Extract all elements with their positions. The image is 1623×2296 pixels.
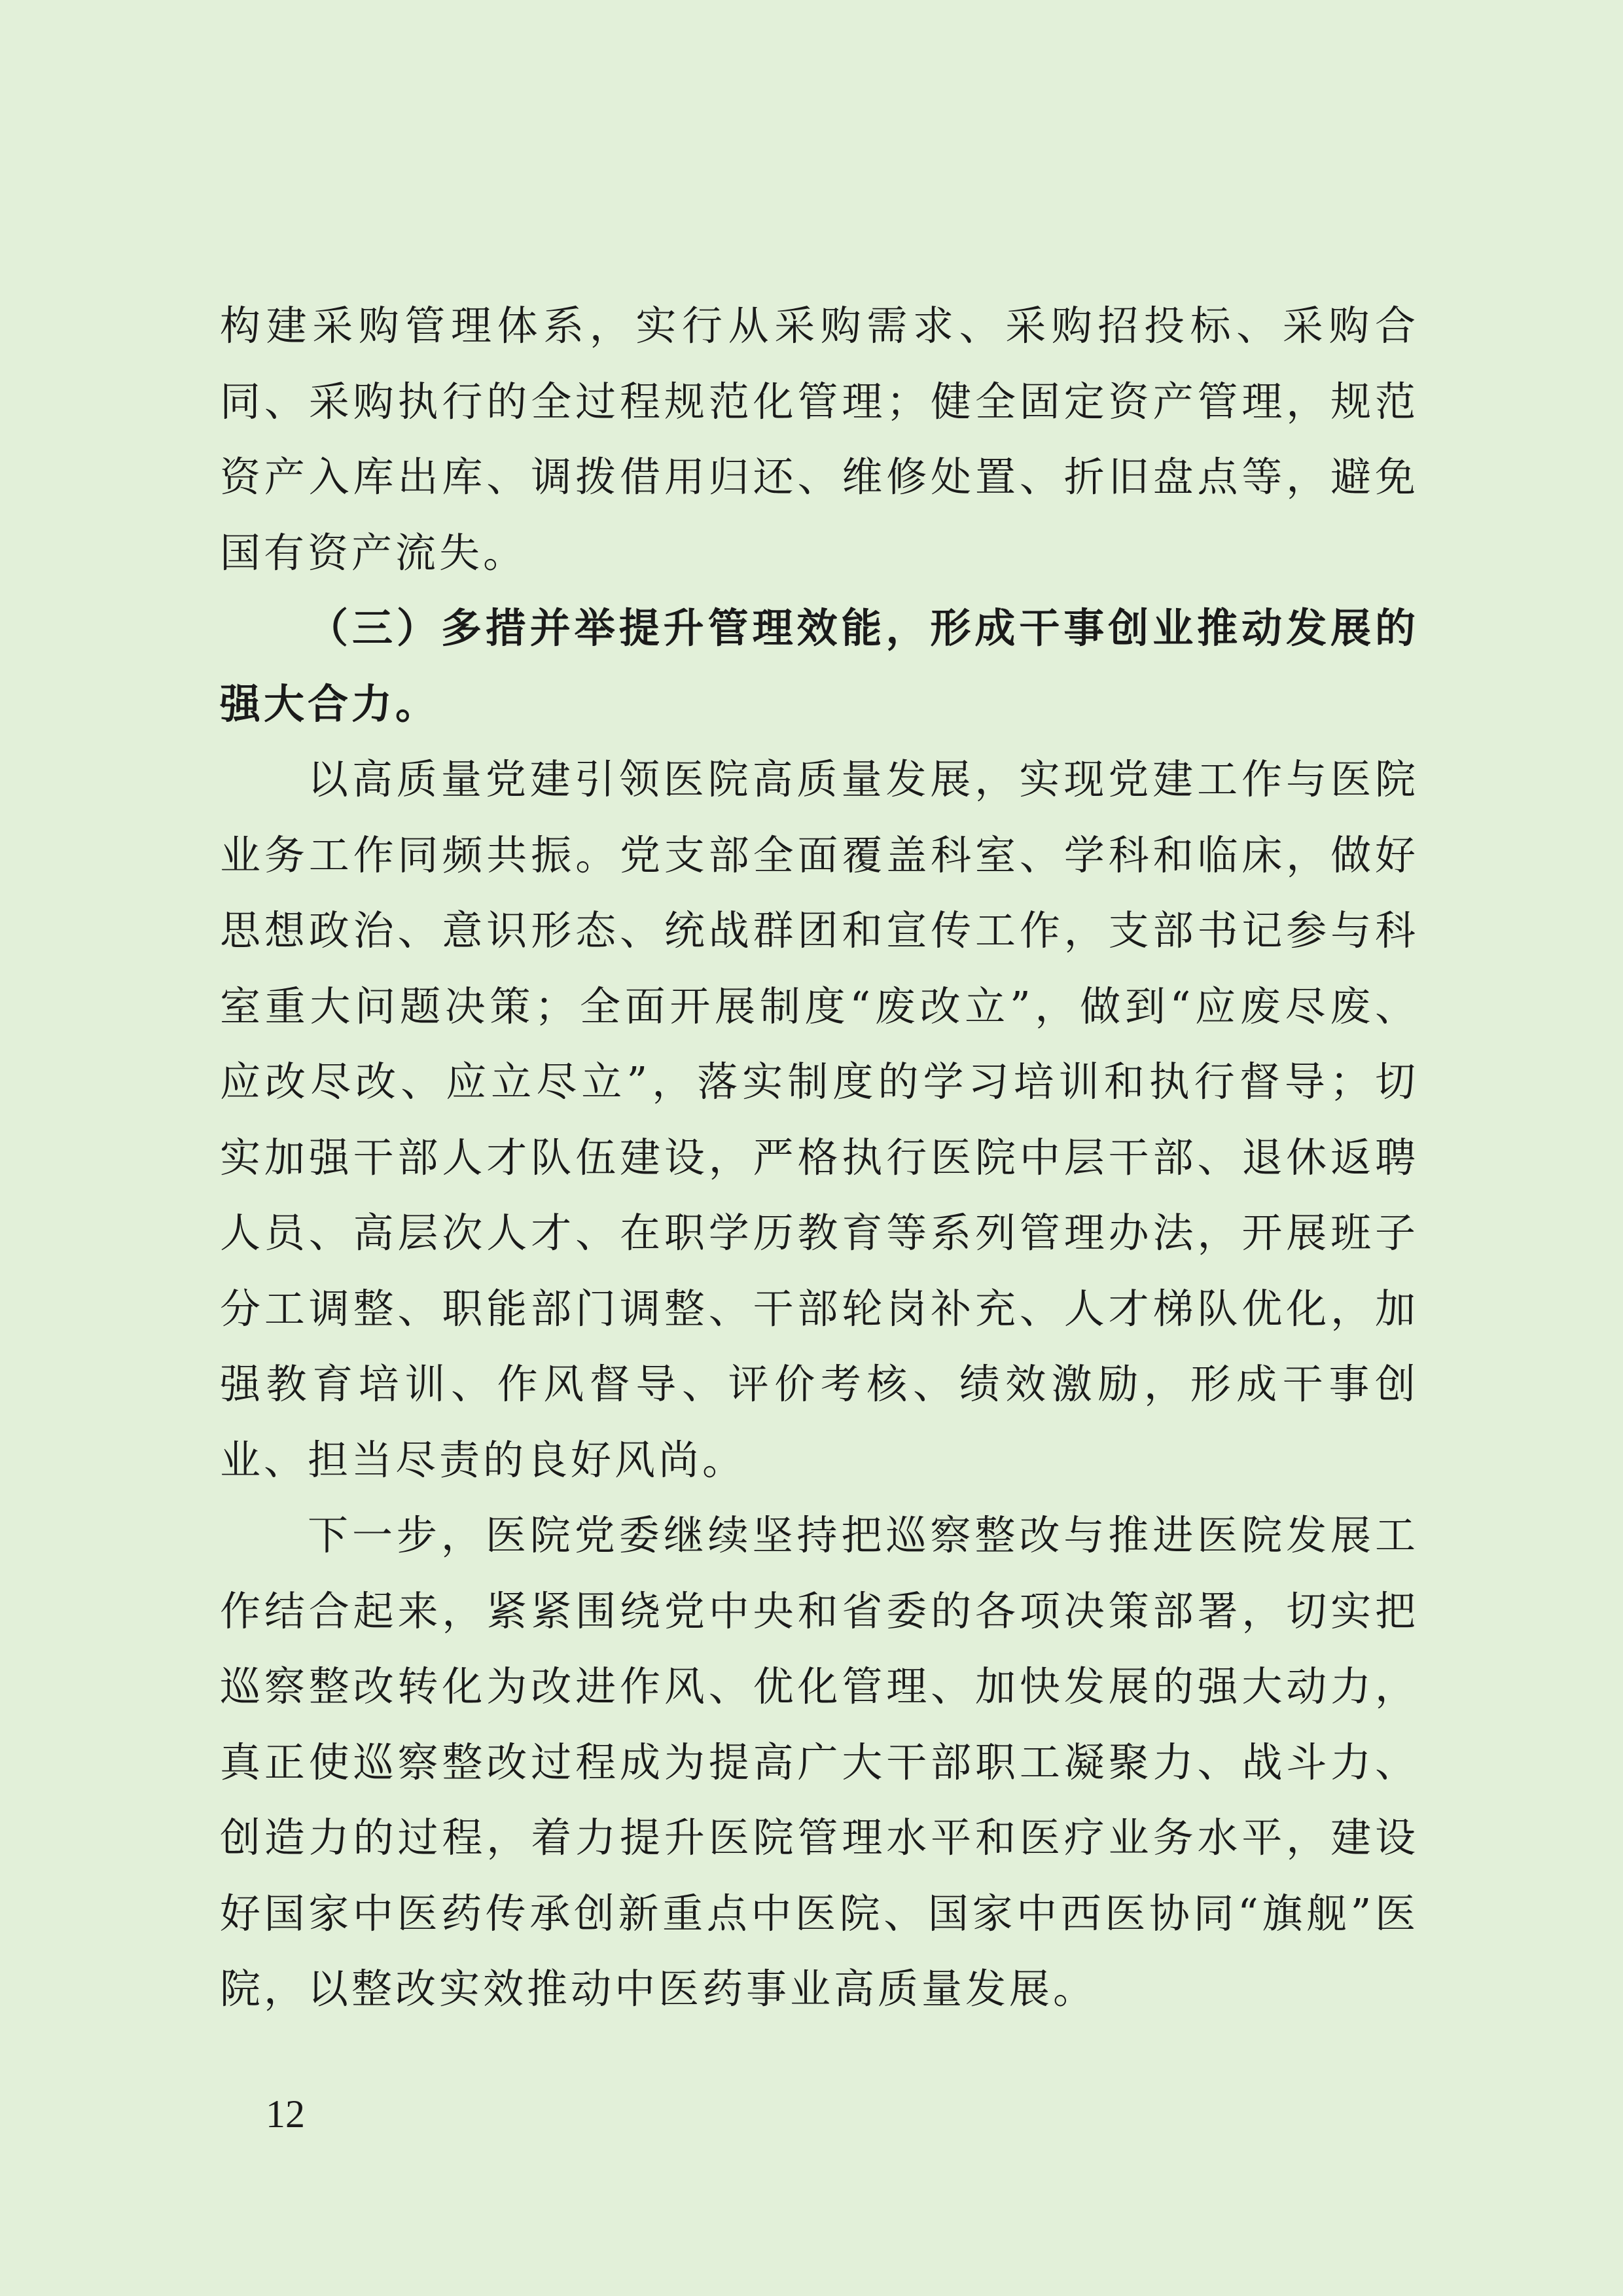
paragraph-next-steps: 下一步，医院党委继续坚持把巡察整改与推进医院发展工作结合起来，紧紧围绕党中央和省委的各项决策部署，切实把巡察整改转化为改进作风、优化管理、加快发展的强大动力，真正使巡察整改过程成为提高广大干部职工凝聚力、战斗力、创造力的过程，着力提升医院管理水平和医疗业务水平，建设好国家中医药传承创新重点中医院、国家中西医协同“旗舰”医院，以整改实效推动中医药事业高质量发展。 — [220, 1511, 1419, 2013]
section-heading: （三）多措并举提升管理效能，形成干事创业推动发展的强大合力。 — [220, 604, 1419, 728]
page-number: 12 — [266, 2092, 305, 2136]
document-body — [220, 288, 1419, 2027]
paragraph-party-building: 以高质量党建引领医院高质量发展，实现党建工作与医院业务工作同频共振。党支部全面覆盖科室、学科和临床，做好思想政治、意识形态、统战群团和宣传工作，支部书记参与科室重大问题决策；全面开展制度“废改立”，做到“应废尽废、应改尽改、应立尽立”，落实制度的学习培训和执行督导；切实加强干部人才队伍建设，严格执行医院中层干部、退休返聘人员、高层次人才、在职学历教育等系列管理办法，开展班子分工调整、职能部门调整、干部轮岗补充、人才梯队优化，加强教育培训、作风督导、评价考核、绩效激励，形成干事创业、担当尽责的良好风尚。 — [220, 755, 1419, 1484]
paragraph-continuation: 构建采购管理体系，实行从采购需求、采购招投标、采购合同、采购执行的全过程规范化管理；健全固定资产管理，规范资产入库出库、调拨借用归还、维修处置、折旧盘点等，避免国有资产流失。 — [220, 302, 1419, 577]
